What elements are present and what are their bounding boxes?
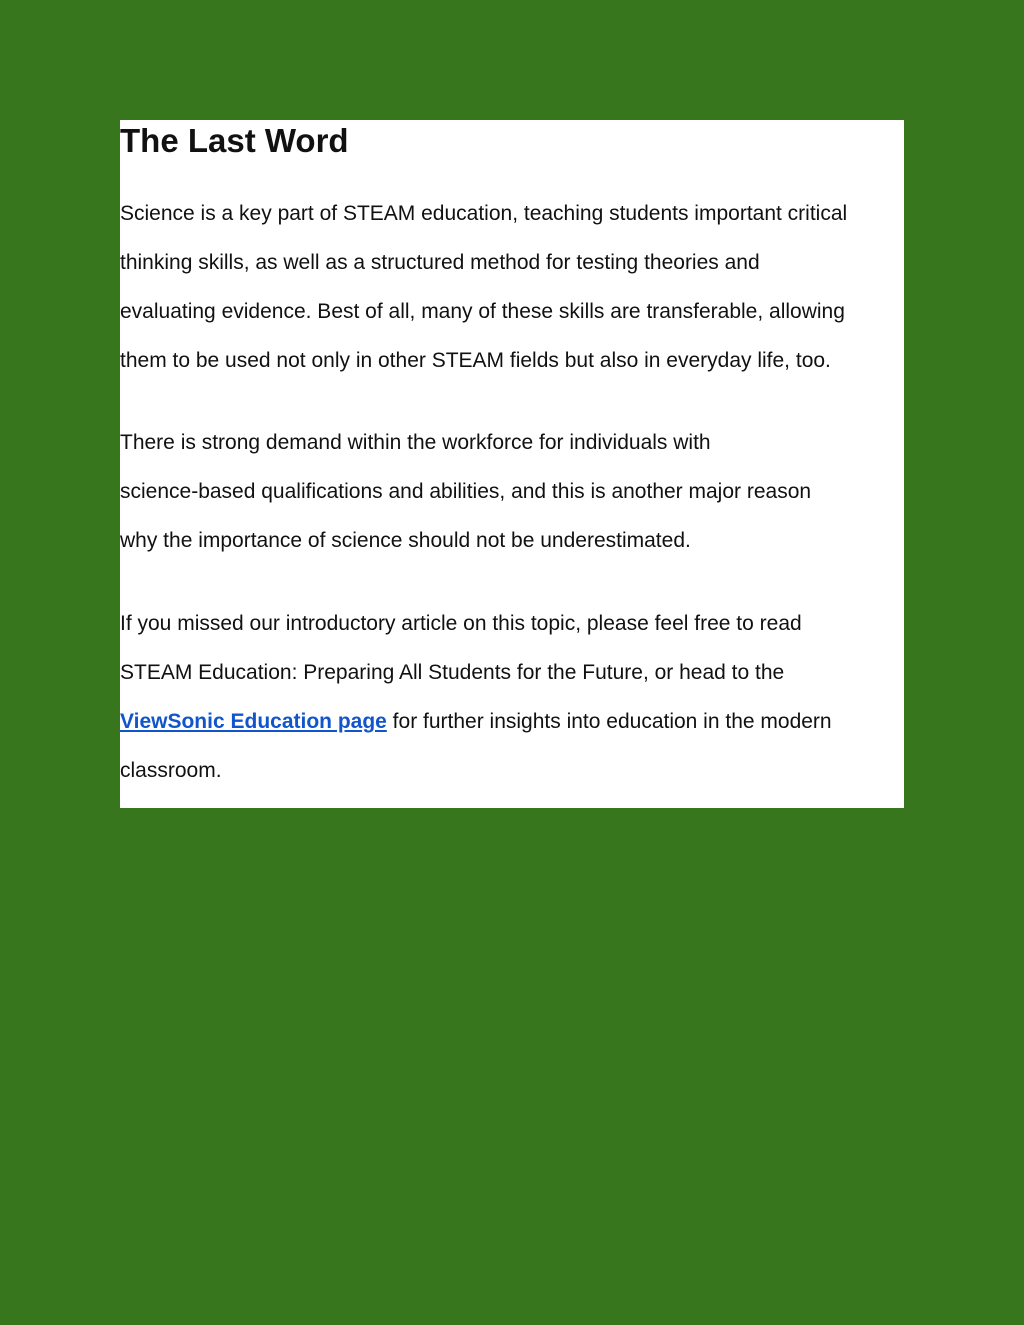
paragraph-1-line-2: thinking skills, as well as a structured method for testing theories and bbox=[120, 251, 760, 274]
paragraph-1-line-1: Science is a key part of STEAM education, teaching students important critical bbox=[120, 202, 848, 225]
paragraph-2-line-1: There is strong demand within the workforce for individuals with bbox=[120, 431, 711, 454]
paragraph-3-line-3 bbox=[120, 709, 832, 735]
paragraph-3-line-2: STEAM Education: Preparing All Students for the Future, or head to the bbox=[120, 661, 785, 684]
paragraph-2-line-3: why the importance of science should not be underestimated. bbox=[120, 529, 691, 552]
paragraph-3-line-3-rest: for further insights into education in the modern bbox=[386, 710, 832, 733]
page-title: The Last Word bbox=[120, 122, 349, 159]
paragraph-3-line-4: classroom. bbox=[120, 759, 222, 782]
viewsonic-education-link[interactable]: ViewSonic Education page bbox=[120, 710, 387, 733]
paragraph-1-line-4: them to be used not only in other STEAM fields but also in everyday life, too. bbox=[120, 349, 831, 372]
paragraph-2-line-2: science-based qualifications and abilities, and this is another major reason bbox=[120, 480, 812, 503]
paragraph-3-line-1: If you missed our introductory article on this topic, please feel free to read bbox=[120, 612, 802, 635]
content-panel bbox=[120, 120, 904, 808]
paragraph-1-line-3: evaluating evidence. Best of all, many of these skills are transferable, allowing bbox=[120, 300, 845, 323]
